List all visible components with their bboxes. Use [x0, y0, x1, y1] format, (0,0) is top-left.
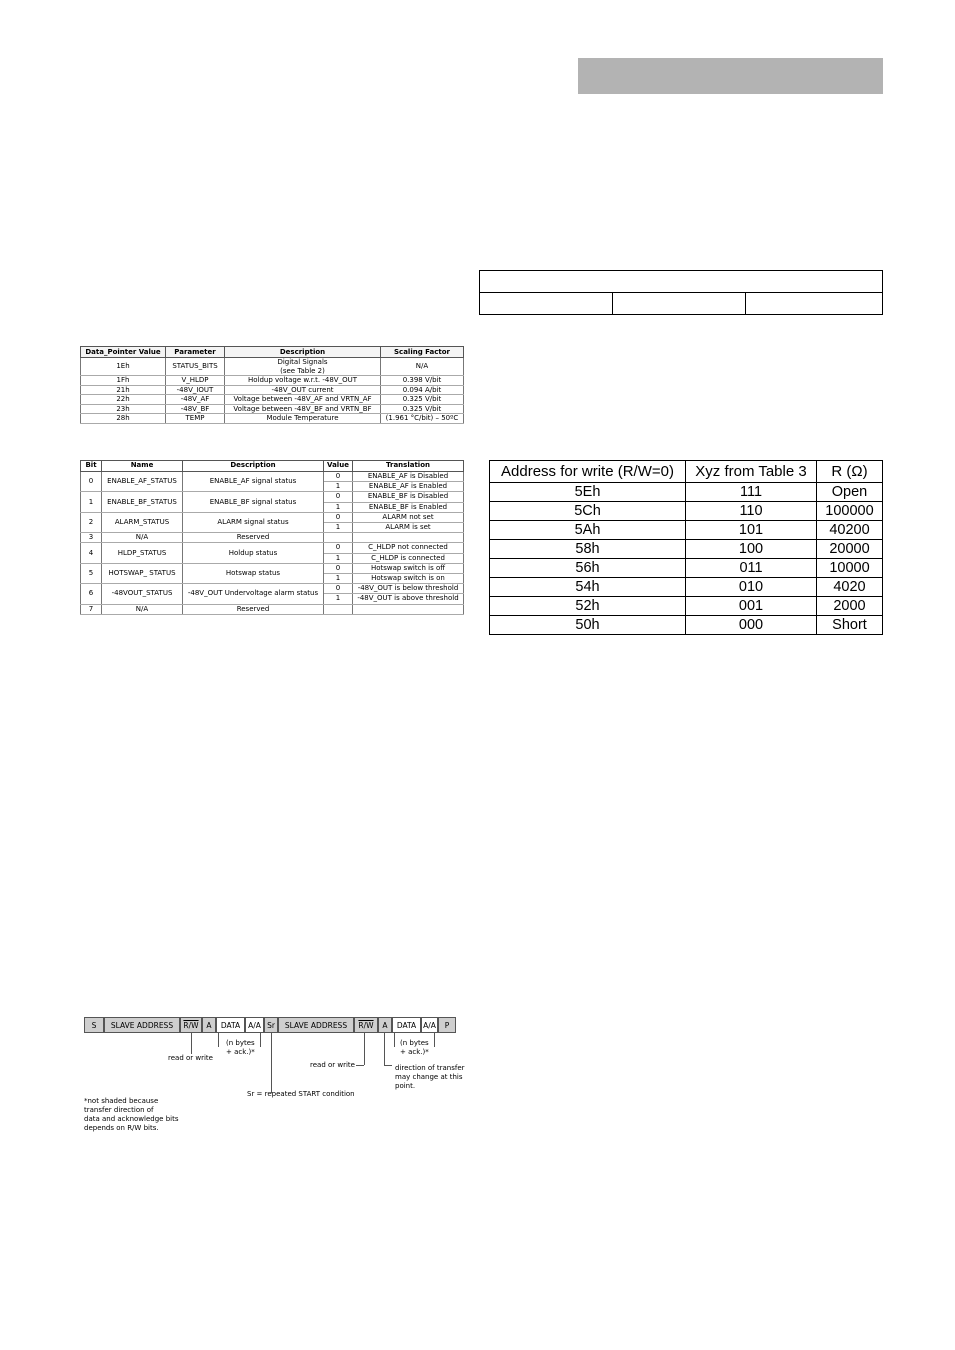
translation-cell: ENABLE_BF is Disabled — [353, 492, 464, 502]
translation-cell: ENABLE_AF is Disabled — [353, 472, 464, 482]
value-cell: 1 — [324, 594, 353, 604]
table-cell: Holdup voltage w.r.t. -48V_OUT — [225, 376, 381, 386]
bytes-label: (n bytes + ack.)* — [226, 1039, 255, 1056]
translation-cell — [353, 604, 464, 614]
column-header: Name — [102, 461, 183, 472]
table-cell: ENABLE_AF_STATUS — [102, 472, 183, 492]
value-cell — [324, 604, 353, 614]
table-cell: ENABLE_BF signal status — [183, 492, 324, 512]
table-cell: -48V_OUT current — [225, 385, 381, 395]
connector-line — [434, 1033, 435, 1047]
table-cell: Voltage between -48V_AF and VRTN_AF — [225, 395, 381, 405]
table-cell: ENABLE_BF_STATUS — [102, 492, 183, 512]
data-segment: DATA — [392, 1017, 421, 1033]
translation-cell: ALARM not set — [353, 512, 464, 522]
empty-grid-cell — [745, 293, 882, 315]
value-cell: 1 — [324, 502, 353, 512]
table-row — [81, 584, 464, 594]
table-cell: 0.094 A/bit — [381, 385, 464, 395]
table-cell: Reserved — [183, 533, 324, 543]
data-segment: DATA — [216, 1017, 245, 1033]
table-cell: HOTSWAP_ STATUS — [102, 563, 183, 583]
table-row — [490, 597, 883, 616]
table-cell: 2 — [81, 512, 102, 532]
slave-address-segment: SLAVE ADDRESS — [104, 1017, 180, 1033]
table-cell: 21h — [81, 385, 166, 395]
table-cell: 4 — [81, 543, 102, 563]
table-row — [81, 385, 464, 395]
connector-line — [364, 1033, 365, 1065]
i2c-protocol-diagram — [84, 1017, 469, 1142]
table-cell: 22h — [81, 395, 166, 405]
table-cell: 1Eh — [81, 358, 166, 376]
table-cell: 10000 — [817, 559, 883, 578]
table-cell: 1 — [81, 492, 102, 512]
connector-line — [271, 1033, 272, 1093]
header-bar — [578, 58, 883, 94]
table-cell: 5Ah — [490, 521, 686, 540]
column-header: R (Ω) — [817, 461, 883, 483]
table-cell: Digital Signals (see Table 2) — [225, 358, 381, 376]
table-cell: ENABLE_AF signal status — [183, 472, 324, 492]
table-row — [81, 414, 464, 424]
table-cell: 2000 — [817, 597, 883, 616]
table-row — [81, 358, 464, 376]
value-cell: 1 — [324, 523, 353, 533]
bytes-label: (n bytes + ack.)* — [400, 1039, 429, 1056]
ack-nack-segment: A/A — [245, 1017, 264, 1033]
value-cell: 1 — [324, 553, 353, 563]
table-cell: 54h — [490, 578, 686, 597]
table-cell: -48V_IOUT — [166, 385, 225, 395]
table-cell: ALARM signal status — [183, 512, 324, 532]
value-cell: 1 — [324, 574, 353, 584]
translation-cell: C_HLDP not connected — [353, 543, 464, 553]
table-row — [81, 533, 464, 543]
table-cell: 100000 — [817, 502, 883, 521]
table-cell: Holdup status — [183, 543, 324, 563]
table-cell: N/A — [102, 533, 183, 543]
column-header: Address for write (R/W=0) — [490, 461, 686, 483]
value-cell: 0 — [324, 543, 353, 553]
translation-cell: Hotswap switch is off — [353, 563, 464, 573]
table-row — [490, 559, 883, 578]
value-cell: 1 — [324, 482, 353, 492]
table-row — [490, 578, 883, 597]
table-cell: 111 — [686, 483, 817, 502]
empty-grid-cell — [480, 271, 883, 293]
table-cell: ALARM_STATUS — [102, 512, 183, 532]
value-cell: 0 — [324, 512, 353, 522]
translation-cell: -48V_OUT is above threshold — [353, 594, 464, 604]
table-cell: 7 — [81, 604, 102, 614]
column-header: Xyz from Table 3 — [686, 461, 817, 483]
table-cell: 0.325 V/bit — [381, 395, 464, 405]
table-row — [81, 404, 464, 414]
table-row — [81, 472, 464, 482]
table-row — [81, 604, 464, 614]
column-header: Description — [225, 347, 381, 358]
footnote: *not shaded because transfer direction of data and acknowledge bits depends on R/W bits. — [84, 1097, 179, 1132]
table-cell: N/A — [102, 604, 183, 614]
table-cell: V_HLDP — [166, 376, 225, 386]
column-header: Translation — [353, 461, 464, 472]
table-cell: 56h — [490, 559, 686, 578]
connector-line — [218, 1033, 219, 1047]
slave-address-segment: SLAVE ADDRESS — [278, 1017, 354, 1033]
value-cell: 0 — [324, 492, 353, 502]
table-cell: Module Temperature — [225, 414, 381, 424]
table-cell: 5Ch — [490, 502, 686, 521]
connector-line — [384, 1033, 385, 1065]
table-cell: STATUS_BITS — [166, 358, 225, 376]
table-cell: -48V_OUT Undervoltage alarm status — [183, 584, 324, 604]
direction-note: direction of transfer may change at this point. — [395, 1064, 465, 1090]
table-cell: (1.961 °C/bit) – 50ºC — [381, 414, 464, 424]
data-pointer-table — [80, 346, 464, 424]
table-cell: 52h — [490, 597, 686, 616]
table-cell: 50h — [490, 616, 686, 635]
table-cell: 5 — [81, 563, 102, 583]
column-header: Value — [324, 461, 353, 472]
table-cell: 0.398 V/bit — [381, 376, 464, 386]
read-or-write-label: read or write — [168, 1054, 213, 1062]
empty-grid-table — [479, 270, 883, 315]
table-cell: 6 — [81, 584, 102, 604]
table-cell: 0.325 V/bit — [381, 404, 464, 414]
table-cell: -48V_AF — [166, 395, 225, 405]
translation-cell: ENABLE_BF is Enabled — [353, 502, 464, 512]
empty-grid-cell — [612, 293, 745, 315]
table-cell: 011 — [686, 559, 817, 578]
table-row — [490, 483, 883, 502]
table-cell: -48VOUT_STATUS — [102, 584, 183, 604]
table-row — [81, 563, 464, 573]
column-header: Data_Pointer Value — [81, 347, 166, 358]
table-row — [490, 502, 883, 521]
value-cell: 0 — [324, 584, 353, 594]
table-row — [490, 521, 883, 540]
column-header: Description — [183, 461, 324, 472]
table-cell: Reserved — [183, 604, 324, 614]
column-header: Scaling Factor — [381, 347, 464, 358]
table-cell: Voltage between -48V_BF and VRTN_BF — [225, 404, 381, 414]
table-cell: N/A — [381, 358, 464, 376]
table-cell: -48V_BF — [166, 404, 225, 414]
read-or-write-label: read or write — [310, 1061, 355, 1069]
table-row — [490, 540, 883, 559]
table-cell: 3 — [81, 533, 102, 543]
table-row — [81, 376, 464, 386]
start-segment: S — [84, 1017, 104, 1033]
connector-line — [260, 1033, 261, 1047]
table-cell: 28h — [81, 414, 166, 424]
table-cell: 20000 — [817, 540, 883, 559]
table-cell: 010 — [686, 578, 817, 597]
table-cell: 000 — [686, 616, 817, 635]
table-cell: 110 — [686, 502, 817, 521]
table-row — [81, 512, 464, 522]
table-row — [81, 395, 464, 405]
table-cell: 100 — [686, 540, 817, 559]
table-cell: TEMP — [166, 414, 225, 424]
rw-segment: R/W — [354, 1017, 378, 1033]
table-cell: 5Eh — [490, 483, 686, 502]
table-cell: 58h — [490, 540, 686, 559]
connector-line — [394, 1033, 395, 1047]
table-cell: 001 — [686, 597, 817, 616]
table-cell: Hotswap status — [183, 563, 324, 583]
value-cell — [324, 533, 353, 543]
table-cell: 23h — [81, 404, 166, 414]
ack-segment: A — [202, 1017, 216, 1033]
repeated-start-segment: Sr — [264, 1017, 278, 1033]
table-cell: 0 — [81, 472, 102, 492]
value-cell: 0 — [324, 472, 353, 482]
column-header: Parameter — [166, 347, 225, 358]
status-bits-table — [80, 460, 464, 615]
table-cell: Short — [817, 616, 883, 635]
table-row — [81, 492, 464, 502]
ack-nack-segment: A/A — [421, 1017, 438, 1033]
table-row — [81, 543, 464, 553]
translation-cell — [353, 533, 464, 543]
translation-cell: ALARM is set — [353, 523, 464, 533]
table-cell: Open — [817, 483, 883, 502]
empty-grid-cell — [480, 293, 613, 315]
translation-cell: ENABLE_AF is Enabled — [353, 482, 464, 492]
table-cell: 101 — [686, 521, 817, 540]
table-row — [490, 616, 883, 635]
connector-line — [191, 1033, 192, 1054]
repeated-start-note: Sr = repeated START condition — [247, 1090, 355, 1098]
column-header: Bit — [81, 461, 102, 472]
table-cell: HLDP_STATUS — [102, 543, 183, 563]
ack-segment: A — [378, 1017, 392, 1033]
connector-line — [384, 1065, 392, 1066]
table-cell: 40200 — [817, 521, 883, 540]
stop-segment: P — [438, 1017, 456, 1033]
address-table — [489, 460, 883, 635]
translation-cell: Hotswap switch is on — [353, 574, 464, 584]
translation-cell: C_HLDP is connected — [353, 553, 464, 563]
translation-cell: -48V_OUT is below threshold — [353, 584, 464, 594]
connector-line — [356, 1065, 364, 1066]
table-cell: 1Fh — [81, 376, 166, 386]
value-cell: 0 — [324, 563, 353, 573]
table-cell: 4020 — [817, 578, 883, 597]
rw-segment: R/W — [180, 1017, 202, 1033]
